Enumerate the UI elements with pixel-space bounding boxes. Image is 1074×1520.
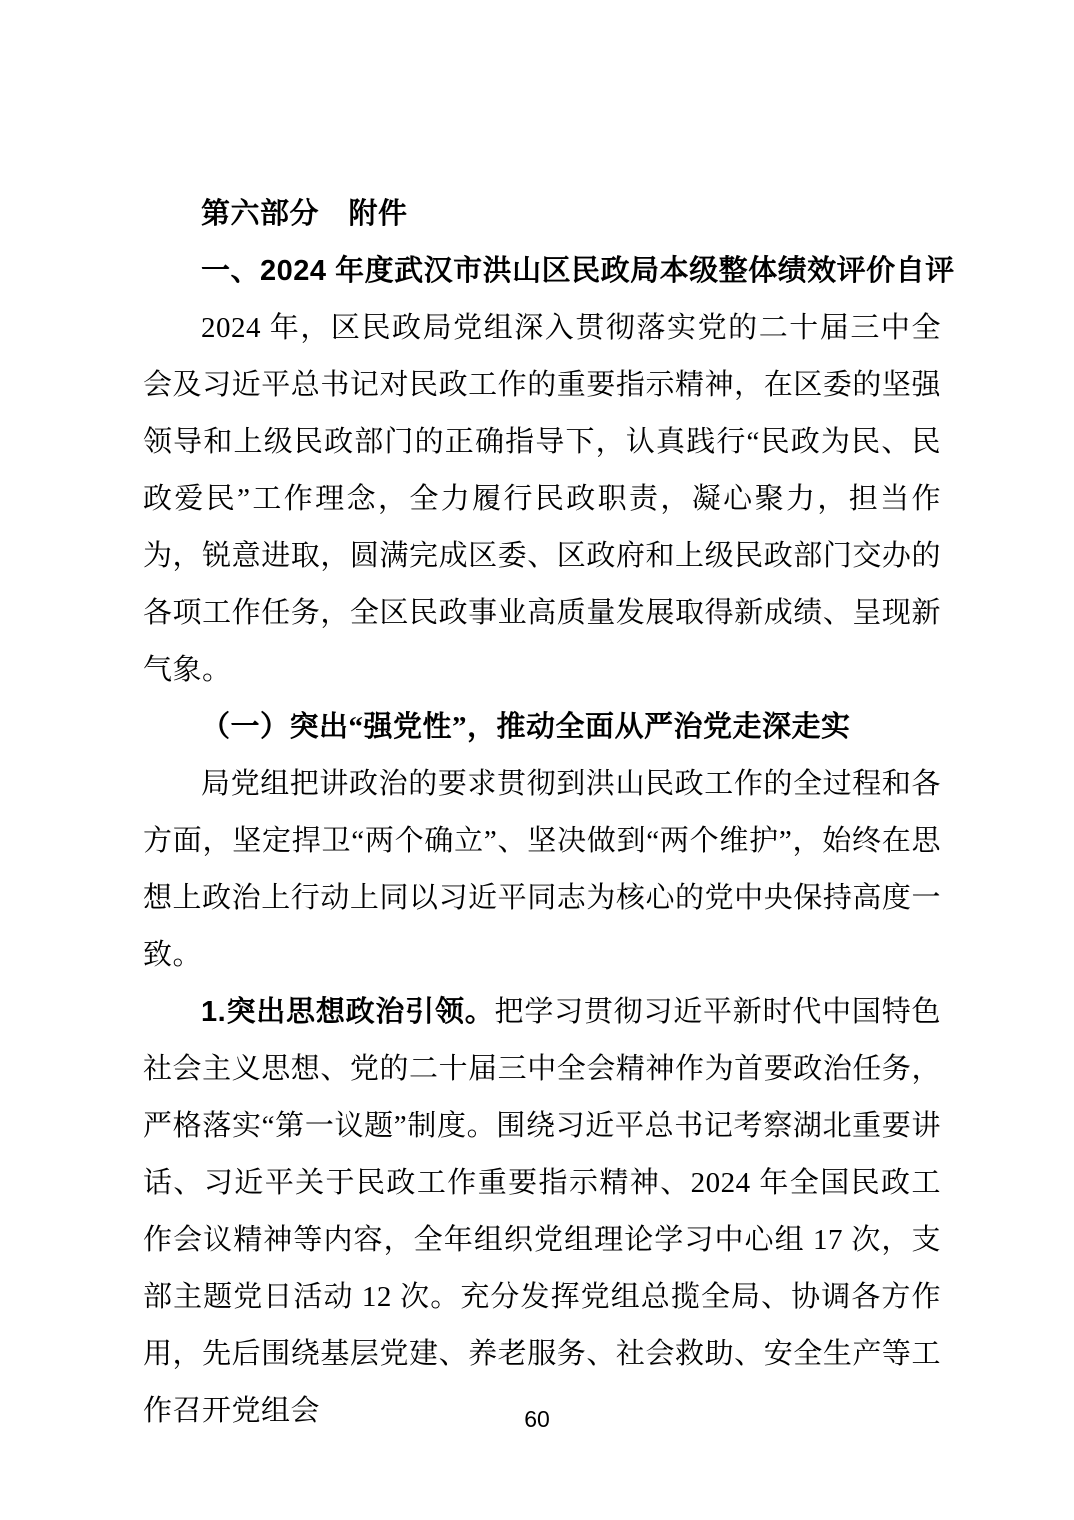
paragraph-text: 局党组把讲政治的要求贯彻到洪山民政工作的全过程和各方面，坚定捍卫“两个确立”、坚决做到“两个维护”，始终在思想上政治上行动上同以习近平同志为核心的党中央保持高度一致。: [143, 768, 941, 971]
paragraph-overview: [143, 300, 941, 699]
paragraph-text: 2024 年，区民政局党组深入贯彻落实党的二十届三中全会及习近平总书记对民政工作的重要指示精神，在区委的坚强领导和上级民政部门的正确指导下，认真践行“民政为民、民政爱民”工作理念，全力履行民政职责，凝心聚力，担当作为，锐意进取，圆满完成区委、区政府和上级民政部门交办的各项工作任务，全区民政事业高质量发展取得新成绩、呈现新气象。: [143, 312, 941, 686]
page-number: 60: [524, 1406, 550, 1432]
section-heading: 第六部分 附件: [201, 198, 408, 230]
subheading-strengthen-party: （一）突出“强党性”，推动全面从严治党走深走实: [201, 711, 851, 743]
paragraph-ideological-guidance: [143, 984, 941, 1440]
document-body: [143, 186, 955, 1440]
paragraph-text: 把学习贯彻习近平新时代中国特色社会主义思想、党的二十届三中全会精神作为首要政治任务，严格落实“第一议题”制度。围绕习近平总书记考察湖北重要讲话、习近平关于民政工作重要指示精神、2024 年全国民政工作会议精神等内容，全年组织党组理论学习中心组 17 次，支部主题党日活动 12 次。充分发挥党组总揽全局、协调各方作用，先后围绕基层党建、养老服务、社会救助、安全生产等工作召开党组会: [143, 996, 941, 1427]
paragraph-political-alignment: [143, 756, 941, 984]
document-title: 一、2024 年度武汉市洪山区民政局本级整体绩效评价自评: [201, 255, 955, 287]
bold-lead: 1.突出思想政治引领。: [201, 996, 495, 1028]
